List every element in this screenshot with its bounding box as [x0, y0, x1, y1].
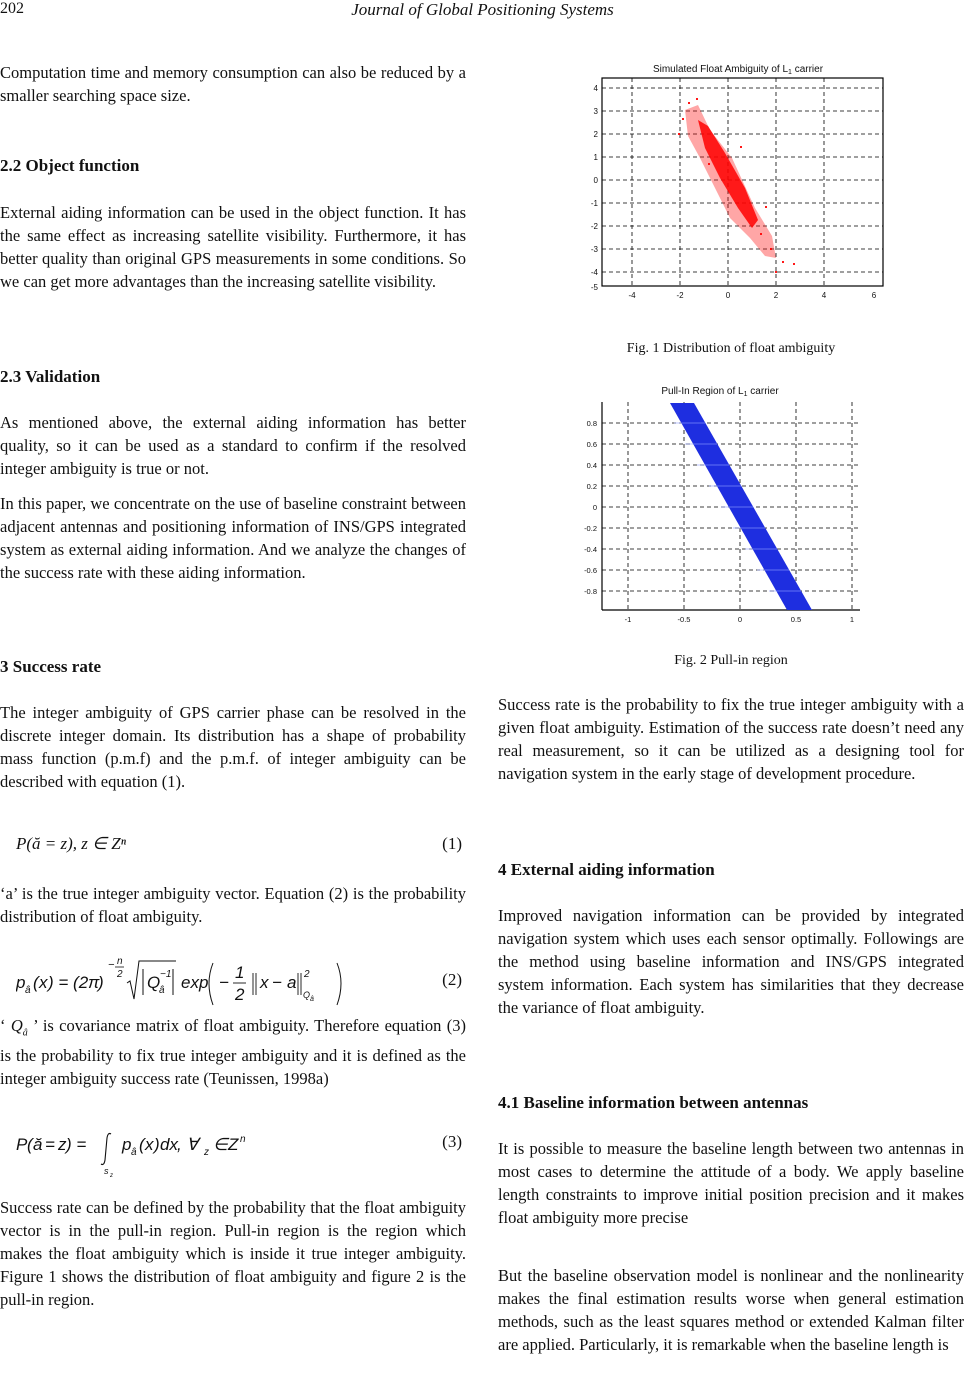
paragraph-baseline-1: It is possible to measure the baseline length between two antennas in most cases to determine the attitude of a body. We apply baseline length constraints to improve initial position precision and it makes float ambiguity more precise	[498, 1139, 964, 1227]
svg-text:Simulated Float Ambiguity of L: Simulated Float Ambiguity of $L_1$ carrier	[652, 64, 824, 76]
paragraph-baseline-2: But the baseline observation model is nonlinear and the nonlinearity makes the final estimation results worse when general estimation methods, such as the least squares method or extended Kalman filter are applied. Particularly, it is remarkable when the baseline length is	[498, 1266, 964, 1354]
svg-text:â: â	[310, 996, 314, 1003]
svg-text:p: p	[16, 973, 26, 992]
svg-text:2: 2	[773, 291, 779, 300]
equation-2	[16, 955, 466, 1010]
heading-validation: 2.3 Validation	[0, 367, 101, 386]
svg-text:): )	[98, 973, 104, 992]
figure-1-float-ambiguity-plot	[560, 58, 910, 316]
svg-text:a: a	[287, 973, 297, 992]
svg-text:p: p	[122, 1135, 132, 1154]
svg-text:∈: ∈	[213, 1135, 228, 1154]
svg-text:−1: −1	[160, 969, 172, 980]
equation-3	[16, 1130, 466, 1180]
svg-text:4: 4	[821, 291, 827, 300]
svg-text:-0.5: -0.5	[677, 615, 691, 624]
svg-text:dx: dx	[160, 1135, 178, 1154]
svg-text:1: 1	[849, 615, 855, 624]
svg-text:P: P	[16, 1135, 28, 1154]
svg-text:0.8: 0.8	[586, 419, 597, 428]
svg-text:0.6: 0.6	[586, 440, 597, 449]
paragraph-after-eq2: ‘ $Q_â$ ’ is covariance matrix of float ambiguity. Therefore equation (3) is the probability to fix true integer ambiguity and it is defined as the integer ambiguity success rate (Teunissen, 1998a)	[0, 1016, 467, 1089]
svg-text:Q: Q	[147, 973, 161, 992]
svg-text:â: â	[131, 1147, 137, 1158]
svg-text:): )	[154, 1135, 160, 1154]
svg-text:z: z	[110, 1173, 113, 1179]
heading-baseline-information: 4.1 Baseline information between antennas	[498, 1093, 809, 1112]
svg-text:-0.6: -0.6	[584, 566, 597, 575]
svg-text:−: −	[272, 973, 282, 992]
svg-text:-4: -4	[590, 268, 598, 277]
svg-text:2: 2	[304, 969, 310, 980]
heading-external-aiding: 4 External aiding information	[498, 860, 715, 879]
svg-text:) = (2: ) = (2	[48, 973, 89, 992]
svg-text:1: 1	[235, 963, 245, 982]
svg-text:0: 0	[737, 615, 743, 624]
figure-2-caption: Fig. 2 Pull-in region	[674, 653, 788, 668]
svg-text:â: â	[25, 985, 31, 996]
svg-text:-5: -5	[590, 283, 598, 292]
figure-2-pull-in-region-plot	[560, 380, 860, 630]
journal-title: Journal of Global Positioning Systems	[351, 0, 614, 19]
svg-text:Q: Q	[303, 990, 311, 1000]
svg-text:x: x	[260, 973, 269, 992]
svg-text:=: =	[45, 1135, 55, 1154]
equation-3-number: (3)	[442, 1132, 462, 1151]
q-symbol: ‘ $Q_â$ ’	[0, 1016, 38, 1039]
svg-text:-3: -3	[590, 245, 598, 254]
svg-text:0.4: 0.4	[586, 461, 597, 470]
paragraph-object-function: External aiding information can be used in the object function. It has the same effect as increasing satellite visibility. Furthermore, it has better quality than original GPS measurements in some conditions. So we can get more advantages than the increasing satellite visibility.	[0, 203, 466, 291]
svg-text:-1: -1	[590, 199, 598, 208]
heading-success-rate: 3 Success rate	[0, 657, 102, 676]
svg-text:0: 0	[725, 291, 731, 300]
svg-text:) =: ) =	[66, 1135, 87, 1154]
svg-text:−: −	[219, 973, 229, 992]
paragraph-validation-2: In this paper, we concentrate on the use of baseline constraint between adjacent antennas and positioning information of INS/GPS integrated system as external aiding information. And we analyze the changes of the success rate with these aiding information.	[0, 494, 466, 582]
paragraph-after-eq3: Success rate can be defined by the probability that the float ambiguity vector is in the pull-in region. Pull-in region is the region which makes the float ambiguity which is inside it true integer ambiguity. Figure 1 shows the distribution of float ambiguity and figure 2 is the pull-in region.	[0, 1198, 466, 1309]
svg-text:1: 1	[593, 153, 598, 162]
svg-text:-2: -2	[590, 222, 598, 231]
svg-text:3: 3	[593, 107, 598, 116]
svg-text:(: (	[139, 1135, 145, 1154]
svg-text:(: (	[33, 973, 39, 992]
paragraph-intro: Computation time and memory consumption can also be reduced by a smaller searching space size.	[0, 63, 466, 105]
svg-text:-1: -1	[624, 615, 632, 624]
svg-text:z: z	[204, 1147, 209, 1158]
svg-text:(: (	[27, 1135, 33, 1154]
svg-text:-0.2: -0.2	[584, 524, 597, 533]
paragraph-external-aiding: Improved navigation information can be provided by integrated navigation system which uses each sensor optimally. Followings are the method using baseline information and INS/GPS integrated system information. Each system has similarities that they decrease the variance of float ambiguity.	[498, 906, 964, 1017]
svg-text:6: 6	[871, 291, 877, 300]
paragraph-validation-1: As mentioned above, the external aiding information has better quality, so it can be used as a standard to confirm if the resolved integer ambiguity is true or not.	[0, 413, 466, 478]
svg-text:π: π	[88, 973, 100, 992]
svg-text:z: z	[58, 1135, 67, 1154]
equation-2-number: (2)	[442, 970, 462, 989]
svg-text:-4: -4	[628, 291, 636, 300]
svg-text:0: 0	[593, 176, 598, 185]
svg-text:−: −	[108, 959, 115, 971]
svg-text:0.2: 0.2	[586, 482, 597, 491]
svg-text:n: n	[240, 1134, 246, 1145]
svg-text:s: s	[104, 1166, 109, 1176]
svg-text:x: x	[145, 1135, 154, 1154]
svg-text:n: n	[117, 956, 123, 967]
paragraph-after-eq1: ‘a’ is the true integer ambiguity vector. Equation (2) is the probability distribution of float ambiguity.	[0, 884, 466, 926]
svg-text:-2: -2	[676, 291, 684, 300]
svg-text:x: x	[39, 973, 48, 992]
paragraph-success-rate: The integer ambiguity of GPS carrier phase can be resolved in the discrete integer domain. Its distribution has a shape of probability mass function (p.m.f) and the p.m.f. of integer ambiguity can be described with equation (1).	[0, 703, 466, 791]
svg-text:Pull-In Region of L1 carrier: Pull-In Region of $L_1$ carrier	[661, 386, 779, 398]
svg-text:, ∀: , ∀	[177, 1135, 199, 1154]
page-number: 202	[0, 0, 24, 17]
svg-text:Z: Z	[228, 1135, 239, 1154]
figure-1-caption: Fig. 1 Distribution of float ambiguity	[626, 341, 836, 356]
equation-1-number: (1)	[442, 834, 462, 853]
heading-object-function: 2.2 Object function	[0, 156, 140, 175]
paragraph-success-rate-definition: Success rate is the probability to fix the true integer ambiguity with a given float ambiguity. Estimation of the success rate doesn’t need any real measurement, so it can be utilized as a designing tool for navigation system in the early stage of development procedure.	[498, 695, 964, 783]
svg-text:2: 2	[235, 985, 245, 1004]
svg-text:4: 4	[593, 84, 598, 93]
svg-text:0.5: 0.5	[790, 615, 802, 624]
svg-text:-0.8: -0.8	[584, 587, 597, 596]
svg-text:2: 2	[593, 130, 598, 139]
svg-text:â: â	[159, 985, 165, 996]
svg-text:0: 0	[592, 503, 597, 512]
svg-text:2: 2	[117, 969, 123, 980]
svg-text:ă: ă	[33, 1135, 43, 1154]
svg-text:-0.4: -0.4	[584, 545, 597, 554]
svg-text:exp: exp	[181, 973, 209, 992]
equation-1: P(ă = z), z ∈ Zⁿ (1)	[16, 834, 462, 853]
